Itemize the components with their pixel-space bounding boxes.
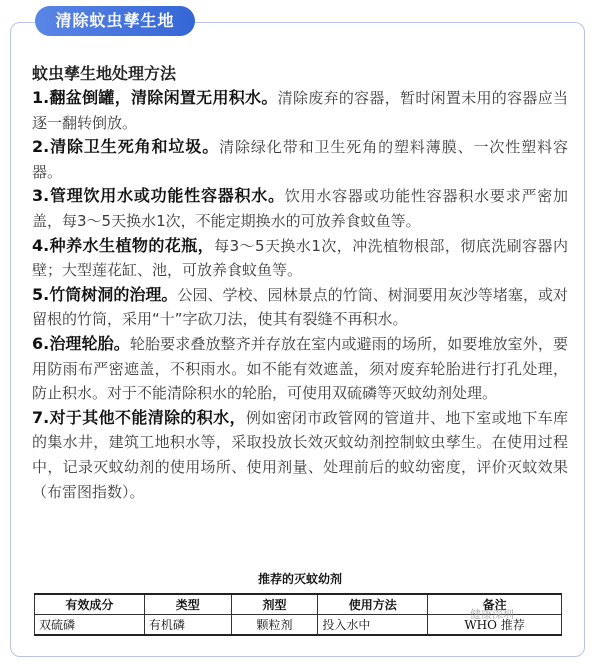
- section-tab: 清除蚊虫孳生地: [35, 6, 195, 36]
- table-cell: 颗粒剂: [231, 615, 318, 636]
- method-item-7: [32, 406, 568, 504]
- table-cell: 有机磷: [144, 615, 231, 636]
- method-lead: 7.对于其他不能清除的积水，: [32, 407, 246, 427]
- method-text: 每3～5天换水1次，冲洗植物根部，彻底洗刷容器内壁；大型莲花缸、池，可放养食蚊鱼等。: [32, 236, 568, 280]
- watermark: 健康深圳: [470, 608, 514, 621]
- table-cell: WHO 推荐: [428, 615, 562, 636]
- table-title: 推荐的灭蚊幼剂: [257, 572, 342, 586]
- table-header-cell: 备注: [428, 594, 562, 615]
- table-cell: 双硫磷: [35, 615, 145, 636]
- method-lead: 5.竹筒树洞的治理。: [32, 284, 178, 304]
- method-item-5: [32, 283, 568, 332]
- table-header-cell: 使用方法: [318, 594, 428, 615]
- method-lead: 6.治理轮胎。: [32, 333, 130, 353]
- article-body: [32, 62, 568, 504]
- method-lead: 1.翻盆倒罐，清除闲置无用积水。: [32, 88, 278, 107]
- method-text: 轮胎要求叠放整齐并存放在室内或避雨的场所，如要堆放室外，要用防雨布严密遮盖，不积雨水。如不能有效遮盖，须对废弃轮胎进行打孔处理，防止积水。对于不能清除积水的轮胎，可使用双硫磷等灭蚊幼剂处理。: [32, 334, 568, 403]
- method-lead: 3.管理饮用水或功能性容器积水。: [32, 186, 285, 206]
- method-text: 饮用水容器或功能性容器积水要求严密加盖，每3～5天换水1次，不能定期换水的可放养食蚊鱼等。: [32, 187, 568, 230]
- method-text: 公园、学校、园林景点的竹筒、树洞要用灰沙等堵塞，或对留根的竹筒，采用“十”字砍刀法，使其有裂缝不再积水。: [32, 285, 568, 329]
- method-text: 清除绿化带和卫生死角的塑料薄膜、一次性塑料容器。: [32, 138, 568, 181]
- table-header-cell: 剂型: [231, 594, 318, 615]
- method-item-4: [32, 234, 568, 283]
- method-text: 例如密闭市政管网的管道井、地下室或地下车库的集水井，建筑工地积水等，采取投放长效灭蚊幼剂控制蚊虫孳生。在使用过程中，记录灭蚊幼剂的使用场所、使用剂量、处理前后的蚊幼密度，评价灭蚊效果（布雷图指数）。: [32, 408, 568, 501]
- method-lead: 4.种养水生植物的花瓶，: [32, 235, 215, 255]
- method-text: 清除废弃的容器，暂时闲置未用的容器应当逐一翻转倒放。: [32, 89, 568, 132]
- section-heading: 蚊虫孳生地处理方法: [32, 64, 177, 83]
- table-header-cell: 有效成分: [35, 594, 145, 615]
- method-item-2: [32, 135, 568, 184]
- method-item-6: [32, 332, 568, 406]
- table-header-cell: 类型: [144, 594, 231, 615]
- method-lead: 2.清除卫生死角和垃圾。: [32, 137, 220, 157]
- method-item-3: [32, 184, 568, 233]
- table-cell: 投入水中: [318, 615, 428, 636]
- method-item-1: [32, 86, 568, 135]
